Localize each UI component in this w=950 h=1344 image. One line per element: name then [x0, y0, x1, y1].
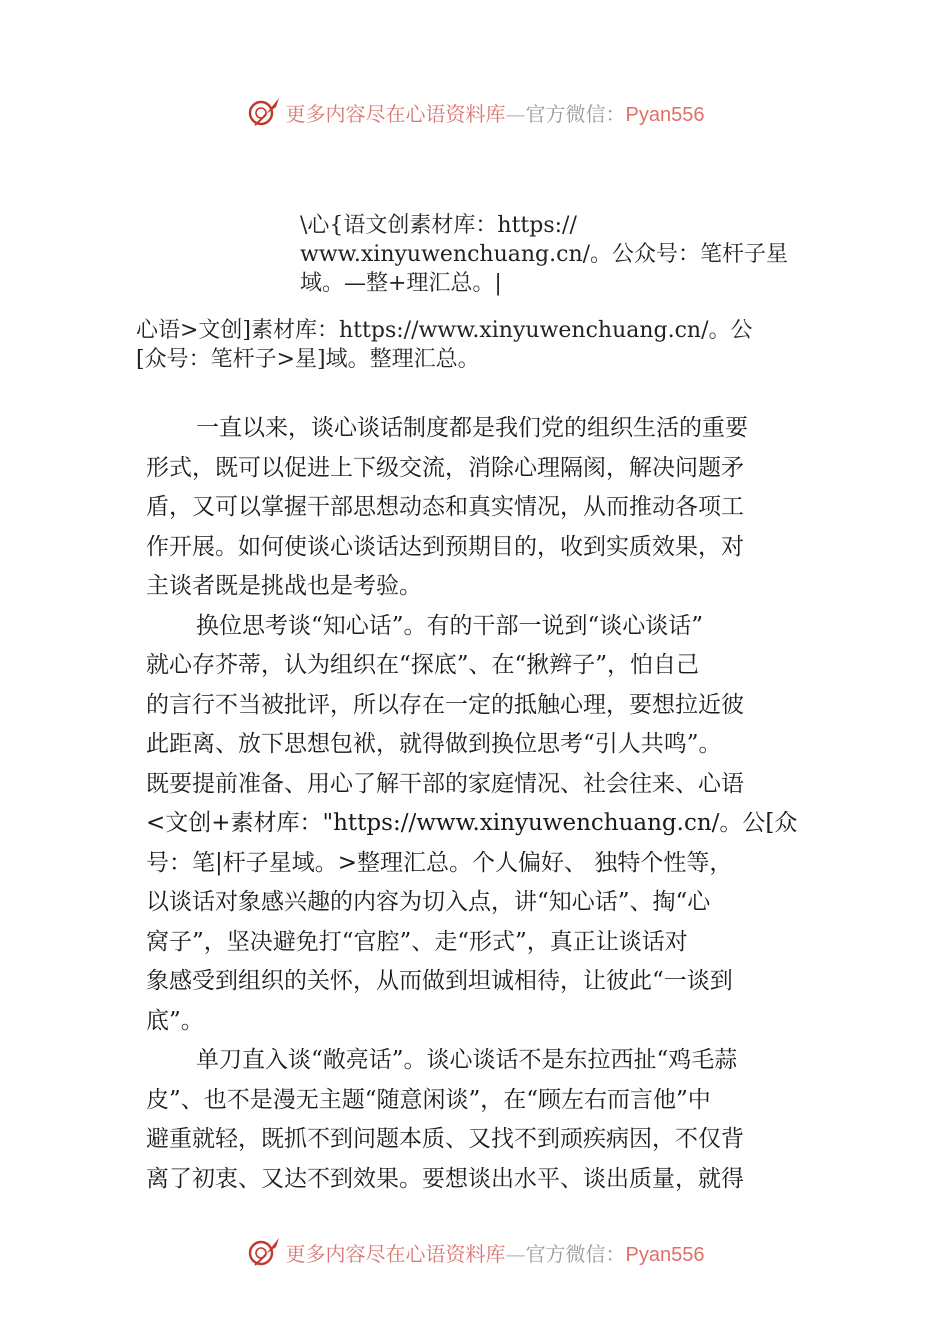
banner-main: 更多内容尽在心语资料库: [285, 101, 506, 126]
paragraph-line: 盾，又可以掌握干部思想动态和真实情况，从而推动各项工: [146, 494, 744, 520]
paragraph-line: <文创+素材库："https://www.xinyuwenchuang.cn/。公[众: [146, 810, 798, 836]
banner-dash: —: [505, 1241, 526, 1266]
footer-banner: [0, 1232, 950, 1272]
banner-wechat-label: 官方微信：: [525, 1241, 626, 1266]
paragraph-line: 换位思考谈“知心话”。有的干部一说到“谈心谈话”: [196, 612, 704, 639]
source-note-1-line: 域。—整+理汇总。|: [300, 271, 502, 296]
banner-text: [286, 98, 705, 127]
paragraph-line: 以谈话对象感兴趣的内容为切入点，讲“知心话”、掏“心: [146, 889, 711, 915]
banner-dash: —: [505, 101, 526, 126]
paragraph-line: 此距离、放下思想包袱，就得做到换位思考“引人共鸣”。: [146, 731, 722, 757]
source-note-1: [300, 211, 788, 298]
paragraph-line: 离了初衷、又达不到效果。要想谈出水平、谈出质量，就得: [146, 1165, 744, 1192]
source-note-1-line: www.xinyuwenchuang.cn/。公众号：笔杆子星: [300, 242, 789, 267]
paragraph-line: 形式，既可以促进上下级交流，消除心理隔阂，解决问题矛: [146, 454, 744, 481]
paragraph-line: 就心存芥蒂，认为组织在“探底”、在“揪辫子”，怕自己: [146, 652, 700, 678]
source-note-2-line: [众号：笔杆子>星]域。整理汇总。: [136, 347, 480, 372]
paragraph-line: 皮”、也不是漫无主题“随意闲谈”，在“顾左右而言他”中: [146, 1086, 711, 1113]
paragraph-line: 的言行不当被批评，所以存在一定的抵触心理，要想拉近彼: [146, 691, 744, 718]
source-note-1-line: \心{语文创素材库：https://: [300, 213, 577, 238]
quill-logo-icon: [246, 94, 282, 130]
paragraph-line: 窝子”，坚决避免打“官腔”、走“形式”，真正让谈话对: [146, 928, 688, 955]
paragraph-line: 作开展。如何使谈心谈话达到预期目的，收到实质效果，对: [146, 533, 744, 560]
paragraph-line: 象感受到组织的关怀，从而做到坦诚相待，让彼此“一谈到: [146, 968, 733, 994]
source-note-2-line: 心语>文创]素材库：https://www.xinyuwenchuang.cn/。公: [136, 318, 753, 343]
paragraph-line: 底”。: [146, 1007, 204, 1034]
quill-logo-icon: [246, 1234, 282, 1270]
paragraph-line: 既要提前准备、用心了解干部的家庭情况、社会往来、心语: [146, 770, 744, 797]
paragraph-line: 避重就轻，既抓不到问题本质、又找不到顽疾病因，不仅背: [146, 1126, 744, 1152]
source-note-2: [136, 316, 753, 374]
paragraph-line: 单刀直入谈“敞亮话”。谈心谈话不是东拉西扯“鸡毛蒜: [196, 1047, 738, 1073]
banner-wechat-label: 官方微信：: [525, 101, 626, 126]
paragraph-line: 一直以来，谈心谈话制度都是我们党的组织生活的重要: [196, 415, 748, 441]
article-body: [146, 409, 808, 1199]
paragraph-line: 号：笔|杆子星域。>整理汇总。个人偏好、 独特个性等，: [146, 849, 733, 876]
paragraph-line: 主谈者既是挑战也是考验。: [146, 573, 422, 599]
banner-wechat-id: Pyan556: [625, 103, 705, 126]
banner-wechat-id: Pyan556: [625, 1243, 705, 1266]
header-banner: [0, 92, 950, 132]
banner-text: [286, 1238, 705, 1267]
banner-main: 更多内容尽在心语资料库: [285, 1241, 506, 1266]
